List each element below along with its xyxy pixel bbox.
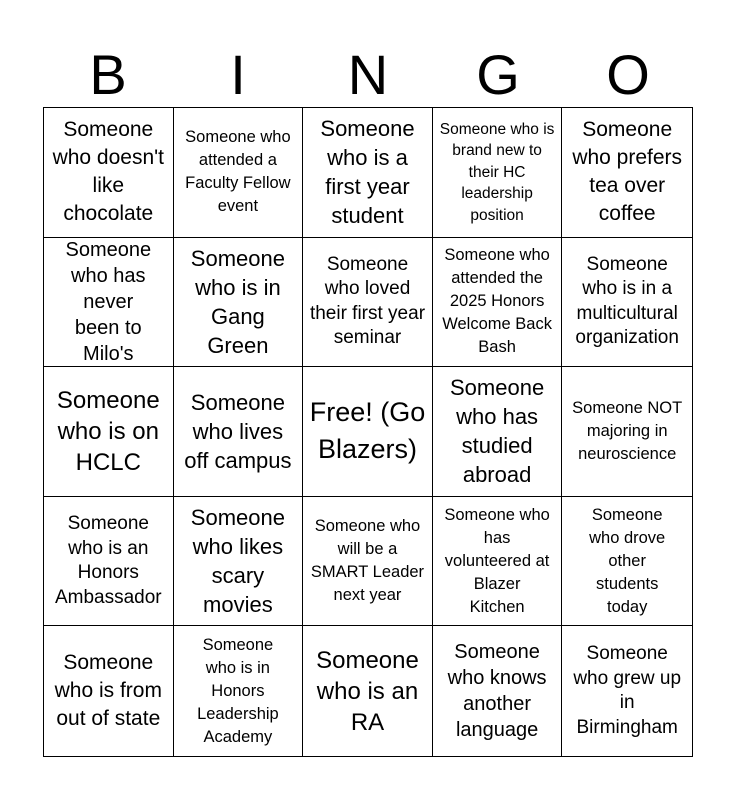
bingo-cell[interactable] [562, 238, 692, 368]
bingo-cell[interactable] [433, 626, 563, 756]
cell-text: Someone who is on HCLC [56, 386, 160, 476]
cell-text: Someone who is in a multicultural organization [575, 253, 679, 349]
cell-text: Someone who attended a Faculty Fellow event [185, 128, 291, 216]
cell-text: Someone who has never been to Milo's [65, 238, 152, 365]
bingo-cell[interactable] [433, 367, 563, 497]
cell-text: Someone who attended the 2025 Honors Welcome Back Bash [442, 246, 552, 357]
bingo-cell[interactable] [174, 238, 304, 368]
cell-text: Someone who is an RA [316, 646, 419, 736]
bingo-cell[interactable] [303, 626, 433, 756]
bingo-cell[interactable] [174, 497, 304, 627]
cell-text: Someone who has volunteered at Blazer Kitchen [444, 505, 550, 616]
header-letter-b: B [89, 43, 127, 106]
cell-text: Someone who knows another language [447, 641, 547, 742]
bingo-cell[interactable] [433, 497, 563, 627]
bingo-cell[interactable] [303, 497, 433, 627]
bingo-cell[interactable] [44, 497, 174, 627]
cell-text: Someone who loved their first year seminar [309, 253, 426, 349]
bingo-cell[interactable] [44, 367, 174, 497]
cell-text: Someone who grew up in Birmingham [573, 643, 682, 738]
bingo-cell[interactable] [433, 108, 563, 238]
bingo-board [43, 107, 693, 757]
bingo-cell[interactable] [174, 626, 304, 756]
bingo-cell[interactable] [303, 238, 433, 368]
header-letter-o: O [606, 43, 650, 106]
bingo-cell[interactable] [562, 497, 692, 627]
bingo-cell[interactable] [303, 108, 433, 238]
bingo-header [43, 45, 693, 105]
bingo-cell[interactable] [562, 626, 692, 756]
cell-text: Someone who is a first year student [320, 116, 415, 229]
cell-text: Someone who lives off campus [184, 389, 292, 473]
cell-text: Someone who is from out of state [54, 651, 162, 731]
cell-text: Someone NOT majoring in neuroscience [572, 398, 683, 463]
bingo-cell[interactable] [44, 108, 174, 238]
bingo-cell[interactable] [562, 367, 692, 497]
bingo-cell[interactable] [174, 108, 304, 238]
free-space-text: Free! (Go Blazers) [309, 397, 426, 465]
header-letter-i: I [230, 43, 246, 106]
cell-text: Someone who has studied abroad [450, 375, 545, 488]
cell-text: Someone who doesn't like chocolate [52, 118, 164, 226]
cell-text: Someone who is in Gang Green [190, 245, 285, 358]
cell-text: Someone who is brand new to their HC leadership position [439, 120, 555, 224]
bingo-cell[interactable] [562, 108, 692, 238]
cell-text: Someone who will be a SMART Leader next year [310, 517, 425, 605]
cell-text: Someone who drove other students today [589, 505, 666, 616]
cell-text: Someone who prefers tea over coffee [572, 118, 683, 226]
cell-text: Someone who is an Honors Ambassador [54, 513, 162, 608]
bingo-cell[interactable] [44, 626, 174, 756]
bingo-cell[interactable] [433, 238, 563, 368]
cell-text: Someone who likes scary movies [190, 505, 285, 618]
header-letter-g: G [476, 43, 520, 106]
header-letter-n: N [347, 43, 389, 106]
bingo-cell[interactable] [174, 367, 304, 497]
free-space-cell[interactable] [303, 367, 433, 497]
cell-text: Someone who is in Honors Leadership Academy [197, 635, 279, 746]
bingo-cell[interactable] [44, 238, 174, 368]
